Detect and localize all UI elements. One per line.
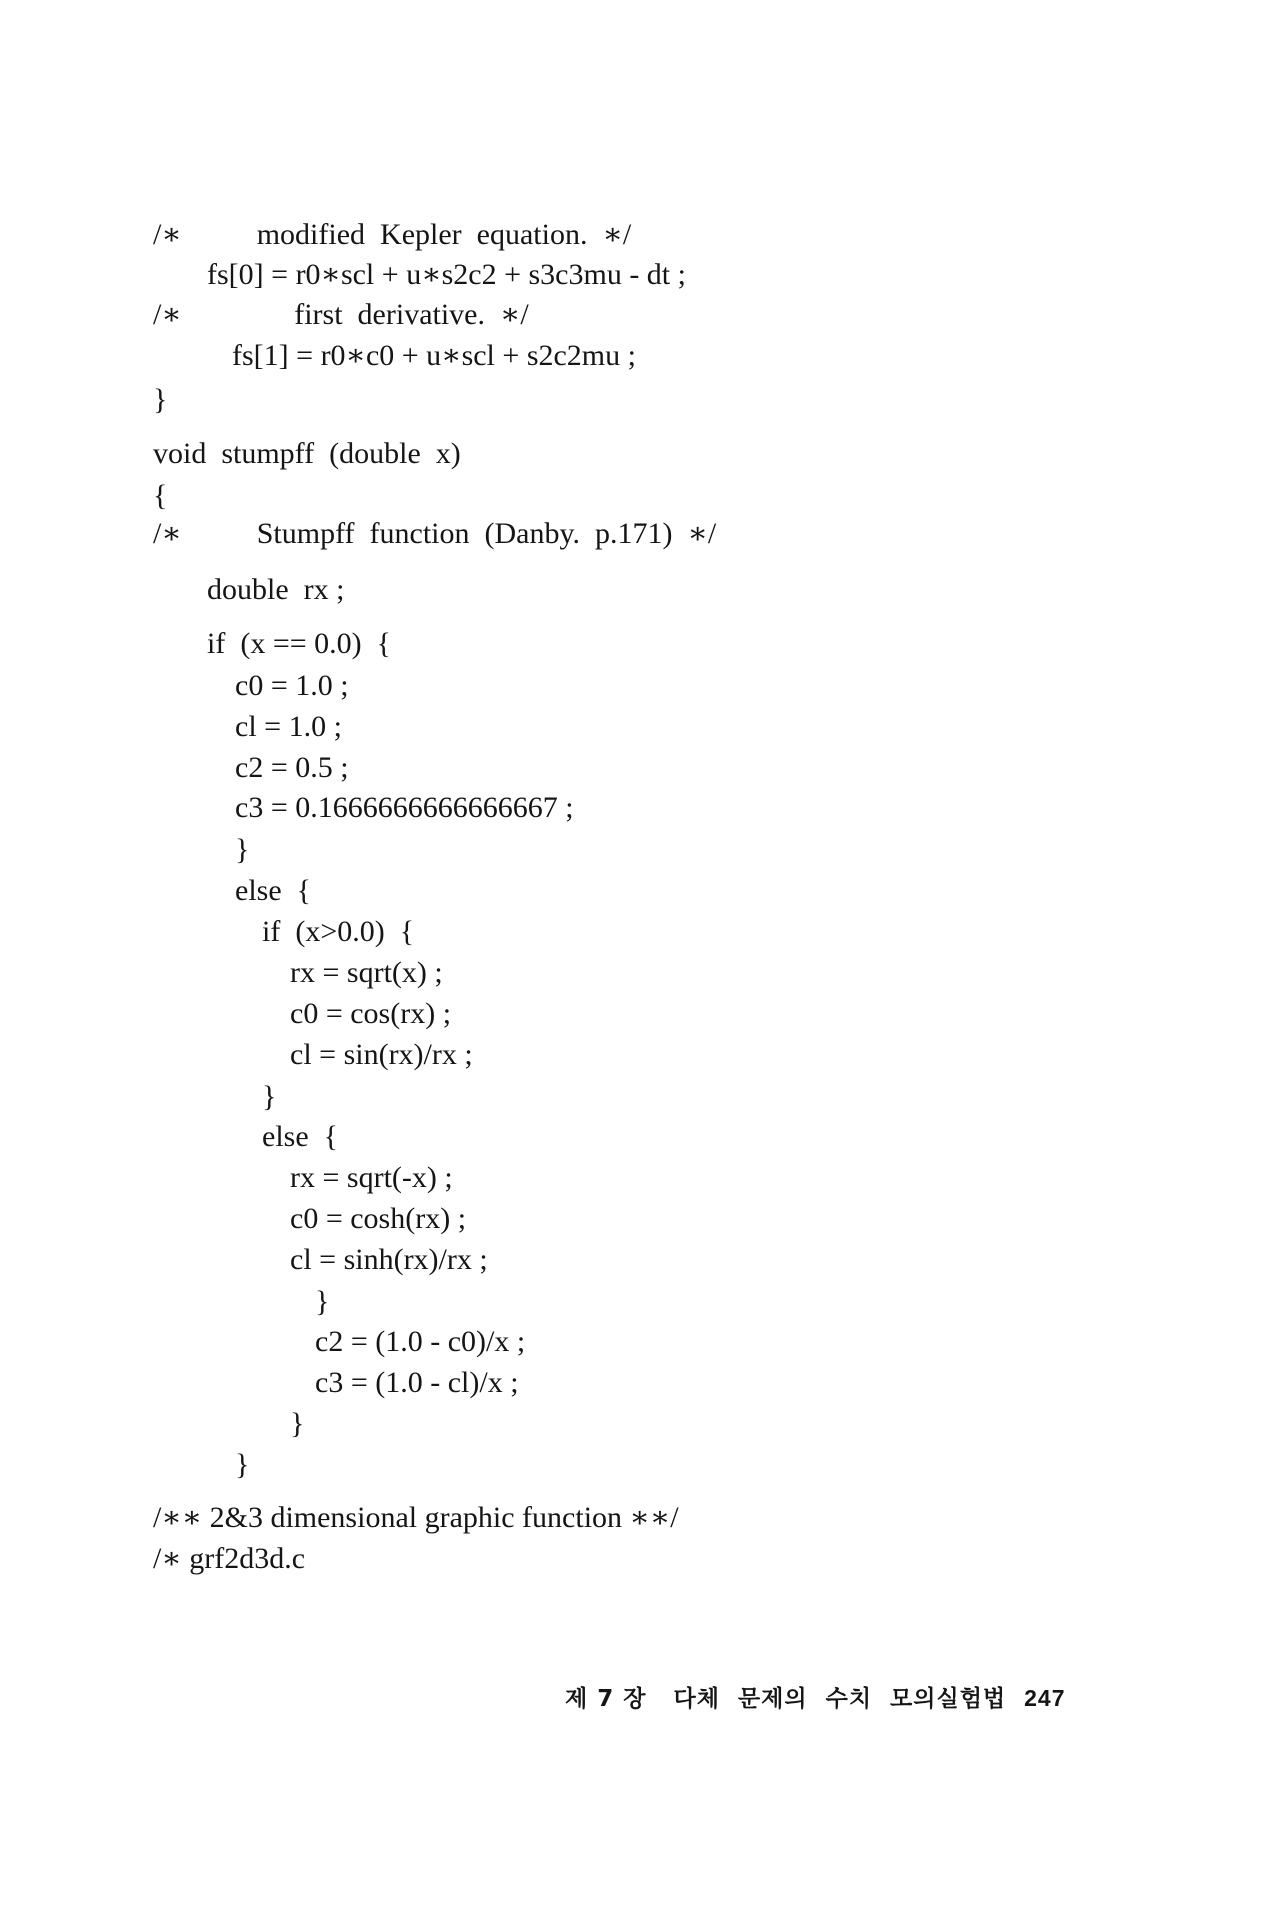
code-line: fs[1] = r0∗c0 + u∗scl + s2c2mu ; bbox=[232, 339, 636, 372]
code-line: /∗ grf2d3d.c bbox=[153, 1542, 306, 1575]
chapter-title: 제 7 장 다체 문제의 수치 모의실험법 bbox=[565, 1686, 1007, 1712]
code-line: /∗ Stumpff function (Danby. p.171) ∗/ bbox=[153, 517, 717, 550]
page-footer bbox=[565, 1680, 1066, 1713]
code-line: c2 = 0.5 ; bbox=[235, 751, 349, 784]
code-line: c3 = (1.0 - cl)/x ; bbox=[315, 1366, 519, 1399]
code-line: rx = sqrt(x) ; bbox=[290, 956, 443, 989]
code-line: /∗ modified Kepler equation. ∗/ bbox=[153, 218, 632, 251]
code-line: } bbox=[315, 1285, 330, 1318]
code-line: c2 = (1.0 - c0)/x ; bbox=[315, 1325, 526, 1358]
page-number: 247 bbox=[1024, 1685, 1066, 1711]
code-line: c0 = cos(rx) ; bbox=[290, 997, 452, 1030]
code-line: } bbox=[262, 1080, 277, 1113]
code-line: /∗ first derivative. ∗/ bbox=[153, 298, 529, 331]
code-line: else { bbox=[235, 874, 312, 907]
code-line: double rx ; bbox=[207, 573, 345, 606]
code-line: cl = 1.0 ; bbox=[235, 710, 342, 743]
code-line: else { bbox=[262, 1120, 339, 1153]
code-line: { bbox=[153, 479, 168, 512]
code-line: /∗∗ 2&3 dimensional graphic function ∗∗/ bbox=[153, 1501, 679, 1534]
code-line: if (x>0.0) { bbox=[262, 915, 415, 948]
code-line: void stumpff (double x) bbox=[153, 437, 461, 470]
code-line: c3 = 0.1666666666666667 ; bbox=[235, 791, 574, 824]
code-line: } bbox=[235, 1448, 250, 1481]
code-line: if (x == 0.0) { bbox=[207, 627, 392, 660]
code-line: cl = sin(rx)/rx ; bbox=[290, 1038, 473, 1071]
code-line: } bbox=[153, 383, 168, 416]
code-line: c0 = cosh(rx) ; bbox=[290, 1202, 467, 1235]
code-line: fs[0] = r0∗scl + u∗s2c2 + s3c3mu - dt ; bbox=[207, 258, 686, 291]
code-line: rx = sqrt(-x) ; bbox=[290, 1161, 453, 1194]
code-line: cl = sinh(rx)/rx ; bbox=[290, 1243, 488, 1276]
code-line: } bbox=[290, 1407, 305, 1440]
code-line: } bbox=[235, 833, 250, 866]
code-line: c0 = 1.0 ; bbox=[235, 669, 349, 702]
